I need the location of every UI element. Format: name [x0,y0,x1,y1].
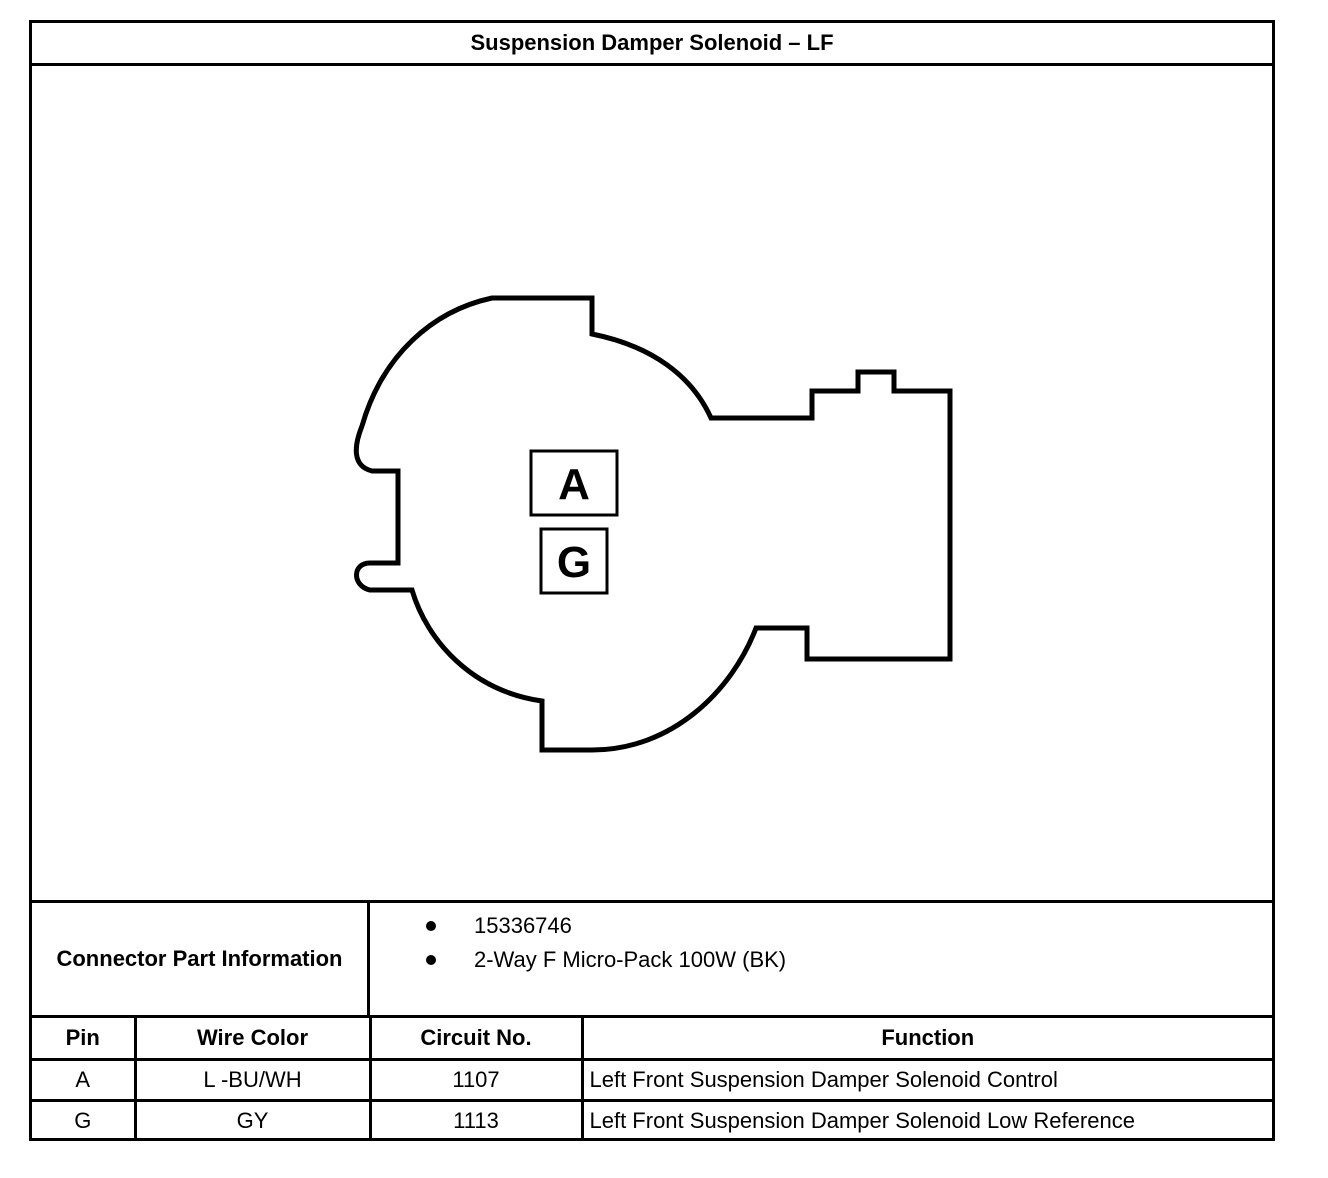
header-circuit-no: Circuit No. [370,1018,582,1059]
cell-function: Left Front Suspension Damper Solenoid Control [582,1059,1272,1100]
cell-wire-color: L -BU/WH [135,1059,370,1100]
part-number: 15336746 [474,913,572,938]
cell-circuit: 1107 [370,1059,582,1100]
connector-outline [356,298,950,750]
part-info-list [370,903,1272,1015]
page-title: Suspension Damper Solenoid – LF [32,23,1272,66]
connector-face-outline-icon [32,66,1272,900]
connector-description: 2-Way F Micro-Pack 100W (BK) [474,947,787,972]
header-wire-color: Wire Color [135,1018,370,1059]
bullet-icon [426,921,436,931]
cell-wire-color: GY [135,1100,370,1140]
connector-diagram [32,66,1272,900]
header-pin: Pin [32,1018,135,1059]
part-info-label: Connector Part Information [32,903,370,1015]
pin-g-label: G [556,538,592,587]
pin-a-label: A [558,460,590,509]
table-row [32,1100,1272,1140]
table-header-row [32,1018,1272,1059]
table-row [32,1059,1272,1100]
connector-part-info [32,900,1272,1018]
cell-function: Left Front Suspension Damper Solenoid Low Reference [582,1100,1272,1140]
cell-pin: G [32,1100,135,1140]
cell-pin: A [32,1059,135,1100]
bullet-icon [426,955,436,965]
pinout-table [32,1018,1272,1140]
header-function: Function [582,1018,1272,1059]
cell-circuit: 1113 [370,1100,582,1140]
connector-sheet [29,20,1275,1141]
